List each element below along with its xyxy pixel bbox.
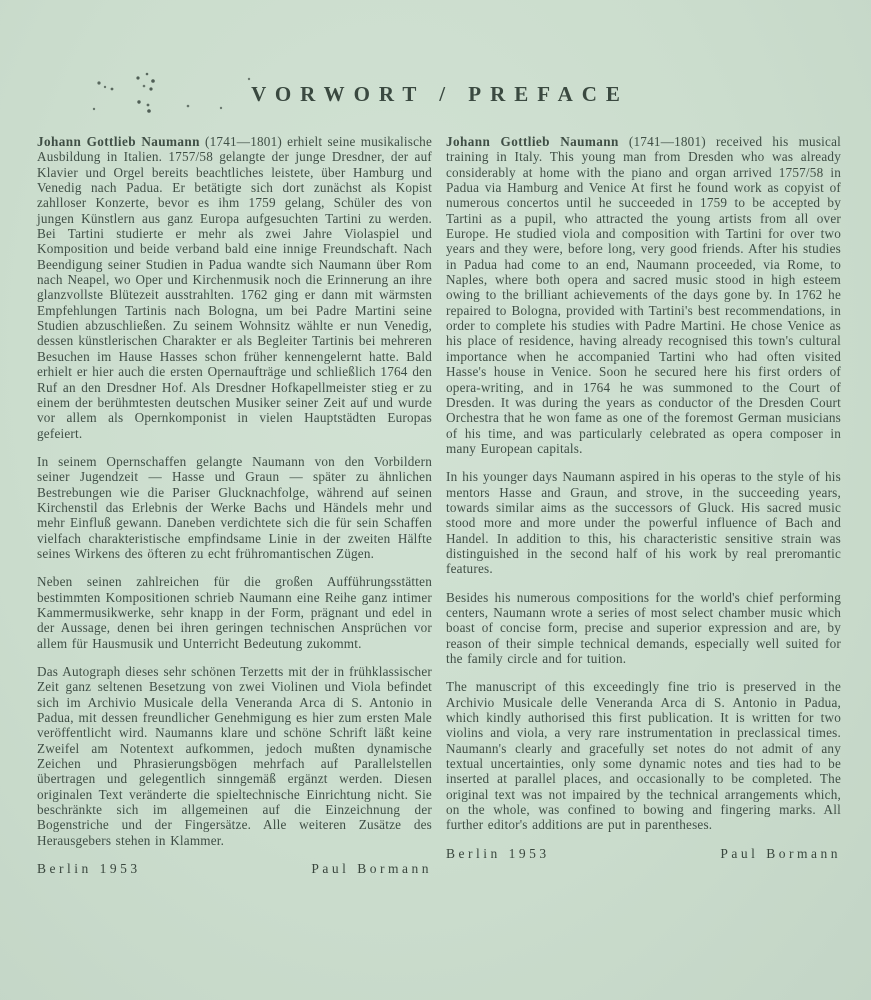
german-paragraph-1 xyxy=(37,134,432,441)
english-paragraph-1-text: (1741—1801) received his musical training in Italy. This young man from Dresden who was already considerably at home with the piano and organ arrived 1757/58 in Padua via Hamburg and Venice At first he found work as copyist of numerous concertos until he succeeded in 1759 to be accepted by Tartini as a pupil, who attracted the young artists from all over Europe. He studied viola and composition with Tartini for over two years and they were, before long, very good friends. After his studies in Padua had come to an end, Naumann proceeded, via Rome, to Naples, where both opera and sacred music stood in high esteem owing to the brilliant achievements of the days gone by. In 1762 he repaired to Bologna, provided with Tartini's best recommendations, in order to complete his studies with Padre Martini. He chose Venice as his place of residence, having already recognised this town's cultural importance when he accompanied Tartini who had often visited Hasse's house in Venice. Soon he secured here his first orders of opera-writing, and in 1764 he was summoned to the Court of Dresden. It was during the years as conductor of the Dresden Court Orchestra that he won fame as one of the foremost German musicians of his time, and was particularly celebrated as opera composer in many European capitals. xyxy=(446,134,841,456)
page-title: VORWORT / PREFACE xyxy=(251,82,629,106)
ink-smudge xyxy=(0,0,2,2)
german-editor-name: Paul Bormann xyxy=(311,861,432,877)
german-paragraph-4: Das Autograph dieses sehr schönen Terzetts mit der in frühklassischer Zeit ganz seltenen Besetzung von zwei Violinen und Viola befindet sich im Archivio Musicale della Veneranda Arca di S. Antonio in Padua, mit dessen freundlicher Genehmigung es hier zum ersten Male veröffentlicht wird. Naumanns klare und schöne Schrift läßt keine Zweifel am Notentext aufkommen, jedoch mußten dynamische Zeichen und Phrasierungsbögen mehrfach auf Parallelstellen übertragen und gelegentlich sinngemäß ergänzt werden. Diesen originalen Text veränderte die spieltechnische Einrichtung nicht. Sie beschränkte sich im allgemeinen auf die Einzeichnung der Bogenstriche und der Fingersätze. Alle weiteren Zusätze des Herausgebers stehen in Klammer. xyxy=(37,664,432,848)
english-paragraph-4: The manuscript of this exceedingly fine trio is preserved in the Archivio Musicale delle Veneranda Arca di S. Antonio in Padua, which kindly authorised this first publication. It is written for two violins and viola, a very rare instrumentation in preclassical times. Naumann's clearly and gracefully set notes do not admit of any textual uncertainties, only some dynamic notes and ties had to be inserted at parallel places, and occasionally to be completed. The original text was not impaired by the technical arrangements which, on the whole, was confined to bowing and fingering marks. All further editor's additions are put in parentheses. xyxy=(446,679,841,833)
english-paragraph-2: In his younger days Naumann aspired in his operas to the style of his mentors Hasse and Graun, and strove, in the succeeding years, towards similar aims as the successors of Gluck. His sacred music stood more and more under the powerful influence of Bach and Handel. In addition to this, his characteristic sensitive strain was distinguished in the second half of his work by real preromantic features. xyxy=(446,469,841,577)
german-column xyxy=(37,134,432,876)
composer-name-german: Johann Gottlieb Naumann xyxy=(37,134,200,149)
german-place-date: Berlin 1953 xyxy=(37,861,141,877)
english-paragraph-1 xyxy=(446,134,841,456)
german-paragraph-3: Neben seinen zahlreichen für die großen Aufführungsstätten bestimmten Kompositionen schrieb Naumann eine Reihe ganz intimer Kammermusikwerke, sehr knapp in der Form, prägnant und edel in der Aussage, denen bei ihren geringen technischen Ansprüchen vor allem für Hausmusik und Unterricht Bedeutung zukommt. xyxy=(37,574,432,651)
german-paragraph-2: In seinem Opernschaffen gelangte Naumann von den Vorbildern seiner Jugendzeit — Hasse und Graun — später zu ähnlichen Bestrebungen wie die Pariser Glucknachfolge, während auf seinen Kirchenstil das Erlebnis der Werke Bachs und Händels mehr und mehr Einfluß gewann. Daneben verdichtete sich die für sein Schaffen vielfach charakteristische empfindsame Linie in der zweiten Hälfte seines Wirkens des öfteren zu echt frühromantischen Zügen. xyxy=(37,453,432,561)
english-editor-name: Paul Bormann xyxy=(720,845,841,861)
german-signature-row xyxy=(37,861,432,876)
two-column-text xyxy=(0,107,871,876)
english-column xyxy=(446,134,841,876)
german-paragraph-1-text: (1741—1801) erhielt seine musikalische Ausbildung in Italien. 1757/58 gelangte der junge Dresdner, der auf Klavier und Orgel bereits beachtliches leistete, über Hamburg und Venedig nach Padua. Er betätigte sich dort zunächst als Kopist zahlloser Konzerte, bevor es ihm 1759 gelang, Schüler des von jungen Künstlern aus ganz Europa aufgesuchten Tartini zu werden. Bei Tartini studierte er mehr als zwei Jahre Violaspiel und Komposition und beide verband bald eine innige Freundschaft. Nach Beendigung seiner Studien in Padua wandte sich Naumann über Rom nach Neapel, wo Oper und Kirchenmusik noch die Erinnerung an ihre glanzvollste Blütezeit ausstrahlten. 1762 ging er dann mit wärmsten Empfehlungen Tartinis nach Bologna, um bei Padre Martini seine Studien abzuschließen. Zu seinem Wohnsitz wählte er nun Venedig, dessen künstlerischen Charakter er als Begleiter Tartinis bei mehreren Besuchen im Hause Hasses schon früher kennengelernt hatte. Bald erhielt er hier auch die ersten Opernaufträge und schließlich 1764 den Ruf an den Dresdner Hof. Als Dresdner Hofkapellmeister stieg er zu einem der berühmtesten deutschen Musiker seiner Zeit auf und wurde vor allem als Opernkomponist in vielen Hauptstädten Europas gefeiert. xyxy=(37,134,432,441)
composer-name-english: Johann Gottlieb Naumann xyxy=(446,134,619,149)
english-paragraph-3: Besides his numerous compositions for the world's chief performing centers, Naumann wrote a series of most select chamber music which boast of concise form, precise and superior expression and are, by reason of their simple technical demands, especially well suited for the family circle and for tuition. xyxy=(446,589,841,666)
english-place-date: Berlin 1953 xyxy=(446,845,550,861)
english-signature-row xyxy=(446,846,841,861)
